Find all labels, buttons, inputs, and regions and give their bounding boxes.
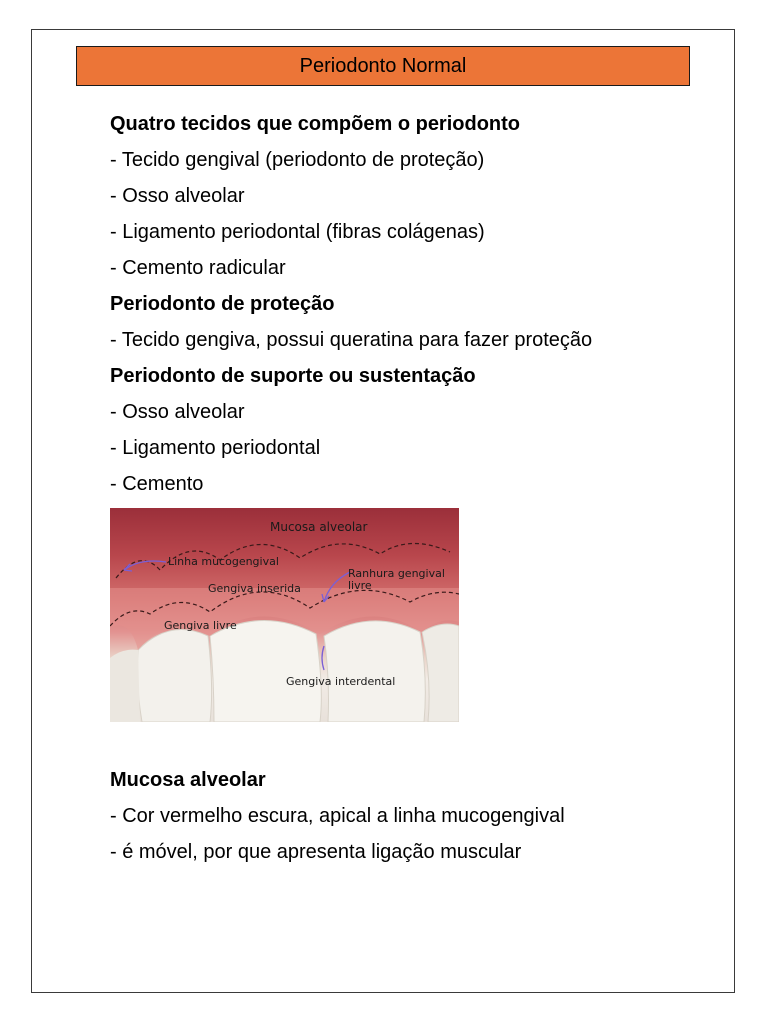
content [110,112,670,876]
list-item: - Osso alveolar [110,185,245,207]
section-heading-suporte: Periodonto de suporte ou sustentação [110,365,476,387]
label-gengiva-inserida: Gengiva inserida [208,582,301,595]
list-item: - Tecido gengival (periodonto de proteção) [110,149,485,171]
page-title: Periodonto Normal [299,54,467,77]
list-item: - Cor vermelho escura, apical a linha mucogengival [110,805,565,827]
list-item: - Cemento radicular [110,257,286,279]
label-linha-mucogengival: Linha mucogengival [168,555,279,568]
list-item: - Ligamento periodontal [110,437,321,459]
list-item: - Osso alveolar [110,401,245,423]
section-heading-protecao: Periodonto de proteção [110,293,335,315]
label-mucosa-alveolar: Mucosa alveolar [270,520,368,534]
label-gengiva-livre: Gengiva livre [164,619,237,632]
label-ranhura-gengival-livre: Ranhura gengival livre [348,567,445,592]
section-heading-tecidos: Quatro tecidos que compõem o periodonto [110,113,521,135]
gingiva-photo [110,508,459,722]
list-item: - Ligamento periodontal (fibras colágenas) [110,221,485,243]
label-gengiva-interdental: Gengiva interdental [286,675,396,688]
gingiva-illustration [110,508,459,722]
list-item: - é móvel, por que apresenta ligação muscular [110,841,522,863]
section-heading-mucosa: Mucosa alveolar [110,769,266,791]
list-item: - Cemento [110,473,204,495]
title-bar [76,46,690,86]
list-item: - Tecido gengiva, possui queratina para fazer proteção [110,329,593,351]
